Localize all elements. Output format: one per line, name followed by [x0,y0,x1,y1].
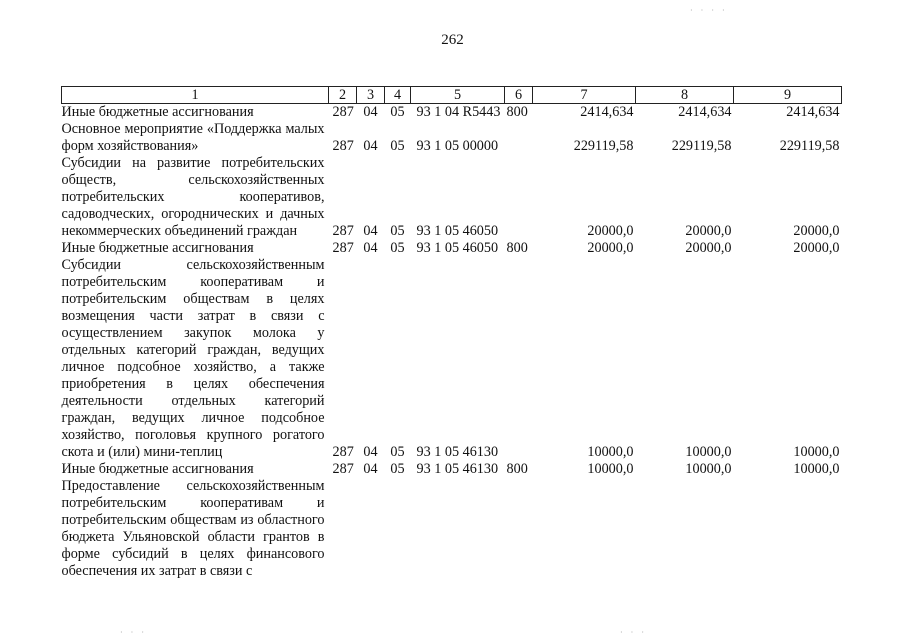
row-value-cell: 93 1 05 46050 [416,223,499,239]
row-value-cell [636,478,734,580]
row-name-cell: Основное мероприятие «Поддержка малых форм хозяйствования» [61,121,325,154]
row-value-cell: 10000,0 [793,461,840,477]
row-value-cell: 20000,0 [587,240,634,256]
row-name-cell: Иные бюджетные ассигнования [61,240,254,256]
row-value-cell: 05 [390,444,405,460]
table-body [62,104,842,581]
row-value-cell: 20000,0 [793,240,840,256]
column-header-2: 2 [329,87,357,104]
scan-noise: · · · [120,628,147,637]
row-value-cell: 229119,58 [779,138,840,154]
row-value-cell [329,478,357,580]
row-value-cell [505,257,533,461]
row-value-cell: 10000,0 [685,444,732,460]
row-name-cell: Субсидии сельскохозяйственным потребительским кооперативам и потребительским обществам в целях возмещения части затрат в связи с осуществлением закупок молока у отдельных категорий граждан, ведущих личное подсобное хозяйство, а также приобретения в целях обеспечения деятельности отдельных категорий граждан, ведущих личное подсобное хозяйство, поголовья крупного рогатого скота и (или) мини-теплиц [61,257,325,460]
row-value-cell: 93 1 05 46050 [416,240,499,256]
budget-table [61,86,842,580]
row-value-cell: 287 [332,104,354,120]
column-header-6: 6 [505,87,533,104]
column-header-8: 8 [636,87,734,104]
row-value-cell: 800 [506,104,528,120]
row-value-cell: 93 1 05 46130 [416,461,499,477]
row-value-cell: 20000,0 [685,240,732,256]
row-value-cell: 04 [363,138,378,154]
header-row [62,87,842,104]
table-row [62,478,842,580]
row-value-cell: 93 1 04 R5443 [416,104,501,120]
row-value-cell: 287 [332,223,354,239]
column-header-1: 1 [62,87,329,104]
column-header-9: 9 [734,87,842,104]
row-value-cell: 2414,634 [786,104,840,120]
row-value-cell: 229119,58 [671,138,732,154]
column-header-7: 7 [533,87,636,104]
row-value-cell: 800 [506,461,528,477]
row-value-cell: 287 [332,138,354,154]
row-name-cell: Иные бюджетные ассигнования [61,461,254,477]
row-value-cell [505,478,533,580]
row-value-cell: 05 [390,223,405,239]
row-value-cell: 20000,0 [793,223,840,239]
row-value-cell: 93 1 05 46130 [416,444,499,460]
scan-noise: · · · [620,628,647,637]
row-value-cell [385,478,411,580]
table-row [62,155,842,240]
table-row [62,121,842,155]
row-value-cell: 05 [390,104,405,120]
table-row [62,104,842,122]
row-value-cell: 10000,0 [587,444,634,460]
row-value-cell [505,121,533,155]
row-value-cell: 04 [363,223,378,239]
row-value-cell [411,478,505,580]
column-header-3: 3 [357,87,385,104]
row-value-cell [357,478,385,580]
table-row [62,257,842,461]
row-value-cell: 287 [332,240,354,256]
table-header [62,87,842,104]
row-value-cell: 287 [332,461,354,477]
column-header-4: 4 [385,87,411,104]
row-value-cell: 2414,634 [580,104,634,120]
row-value-cell: 10000,0 [685,461,732,477]
table-row [62,240,842,257]
row-value-cell: 800 [506,240,528,256]
row-name-cell: Иные бюджетные ассигнования [61,104,254,120]
row-value-cell: 20000,0 [685,223,732,239]
row-value-cell: 05 [390,461,405,477]
row-value-cell: 2414,634 [678,104,732,120]
row-name-cell: Субсидии на развитие потребительских обществ, сельскохозяйственных потребительских кооперативов, садоводческих, огороднических и дачных некоммерческих объединений граждан [61,155,325,239]
row-value-cell: 05 [390,138,405,154]
page-number: 262 [441,32,464,48]
row-name-cell: Предоставление сельскохозяйственным потребительским кооперативам и потребительским обществам из областного бюджета Ульяновской области грантов в форме субсидий в целях финансового обеспечения их затрат в связи с [61,478,325,579]
row-value-cell: 05 [390,240,405,256]
row-value-cell: 04 [363,444,378,460]
row-value-cell: 93 1 05 00000 [416,138,499,154]
row-value-cell: 04 [363,104,378,120]
row-value-cell: 10000,0 [587,461,634,477]
table-row [62,461,842,478]
row-value-cell: 04 [363,461,378,477]
column-header-5: 5 [411,87,505,104]
row-value-cell: 287 [332,444,354,460]
row-value-cell [533,478,636,580]
row-value-cell: 229119,58 [573,138,634,154]
row-value-cell [505,155,533,240]
row-value-cell: 04 [363,240,378,256]
row-value-cell [734,478,842,580]
row-value-cell: 20000,0 [587,223,634,239]
scan-noise: · · · · [690,6,728,15]
row-value-cell: 10000,0 [793,444,840,460]
